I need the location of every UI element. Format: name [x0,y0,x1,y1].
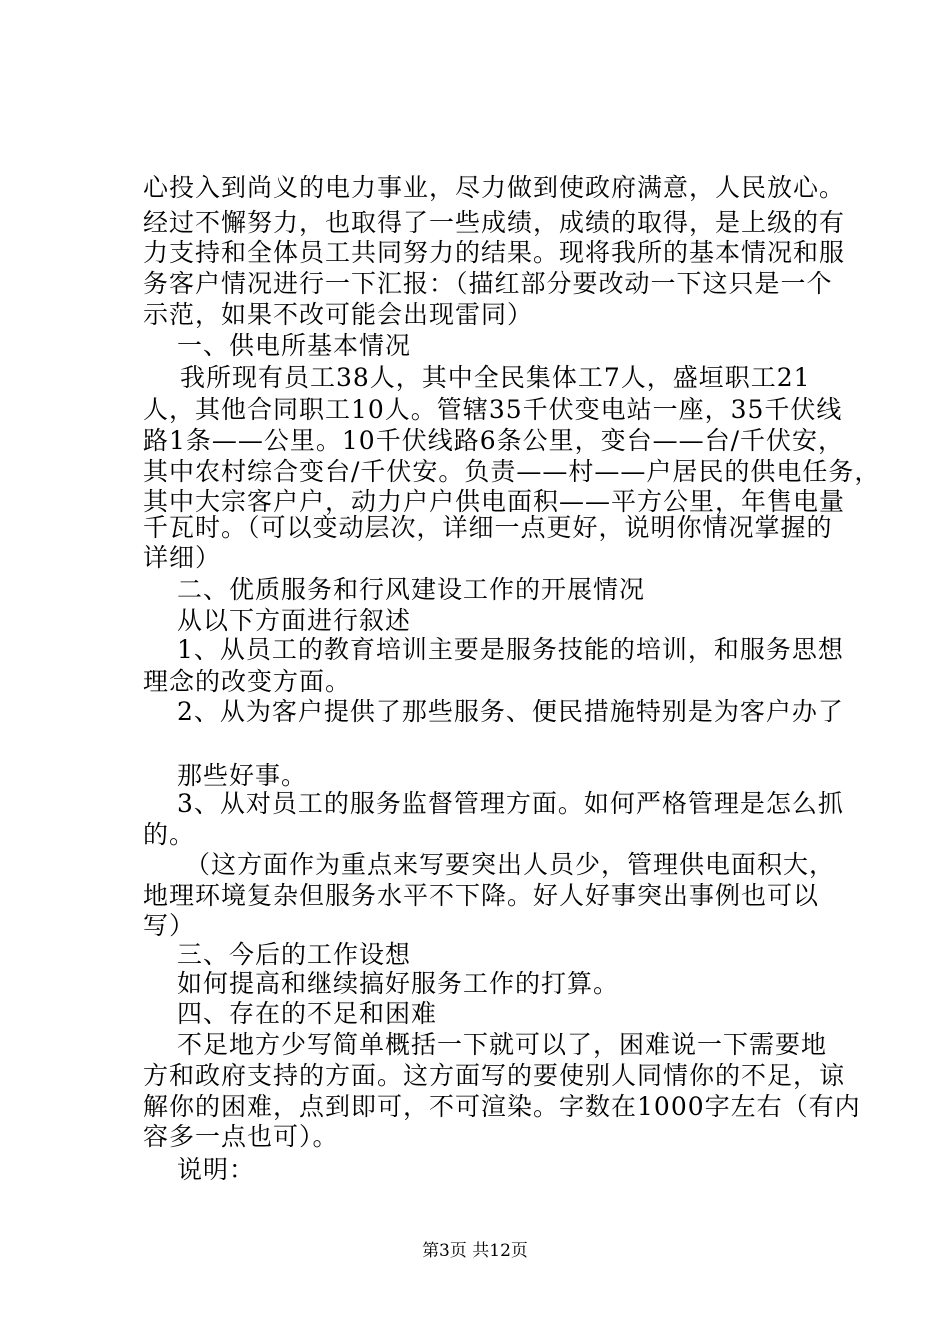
body-line: 其中农村综合变台/千伏安。负责——村——户居民的供电任务， [143,457,881,486]
section-heading: 一、供电所基本情况 [177,331,412,360]
body-line: 容多一点也可）。 [143,1122,339,1151]
section-heading: 二、优质服务和行风建设工作的开展情况 [177,575,646,604]
body-line: 从以下方面进行叙述 [177,606,412,635]
page-number-footer: 第3页 共12页 [422,1241,528,1261]
body-line: 人，其他合同职工10人。管辖35千伏变电站一座，35千伏线 [143,395,843,424]
body-line: 示范，如果不改可能会出现雷同） [143,300,534,329]
body-line: （这方面作为重点来写要突出人员少，管理供电面积大， [185,850,836,879]
body-line: 路1条——公里。10千伏线路6条公里，变台——台/千伏安， [143,426,845,455]
body-line: 务客户情况进行一下汇报：（描红部分要改动一下这只是一个 [143,269,833,298]
body-line: 1、从员工的教育培训主要是服务技能的培训，和服务思想 [177,635,844,664]
body-line: 2、从为客户提供了那些服务、便民措施特别是为客户办了 [177,697,844,726]
body-line: 力支持和全体员工共同努力的结果。现将我所的基本情况和服 [143,238,846,267]
body-line: 地理环境复杂但服务水平不下降。好人好事突出事例也可以 [143,881,820,910]
body-line: 详细） [143,543,222,572]
body-line: 的。 [143,820,196,849]
body-line: 说明： [177,1155,256,1184]
body-line: 理念的改变方面。 [143,667,352,696]
body-line: 千瓦时。（可以变动层次，详细一点更好，说明你情况掌握的 [143,513,833,542]
body-line: 其中大宗客户户，动力户户供电面积——平方公里，年售电量 [143,487,846,516]
section-heading: 四、存在的不足和困难 [177,999,438,1028]
body-line: 那些好事。 [177,761,308,790]
body-line: 解你的困难，点到即可，不可渲染。字数在1000字左右（有内 [143,1092,861,1121]
body-line: 经过不懈努力，也取得了一些成绩，成绩的取得，是上级的有 [143,208,846,237]
section-heading: 三、今后的工作设想 [177,940,412,969]
body-line: 3、从对员工的服务监督管理方面。如何严格管理是怎么抓 [177,789,844,818]
body-line: 心投入到尚义的电力事业，尽力做到使政府满意，人民放心。 [143,173,846,202]
body-line: 写） [143,911,196,940]
body-line: 方和政府支持的方面。这方面写的要使别人同情你的不足，谅 [143,1061,846,1090]
body-line: 不足地方少写简单概括一下就可以了，困难说一下需要地 [177,1030,828,1059]
body-line: 如何提高和继续搞好服务工作的打算。 [177,969,620,998]
body-line: 我所现有员工38人，其中全民集体工7人，盛垣职工21 [180,363,811,392]
